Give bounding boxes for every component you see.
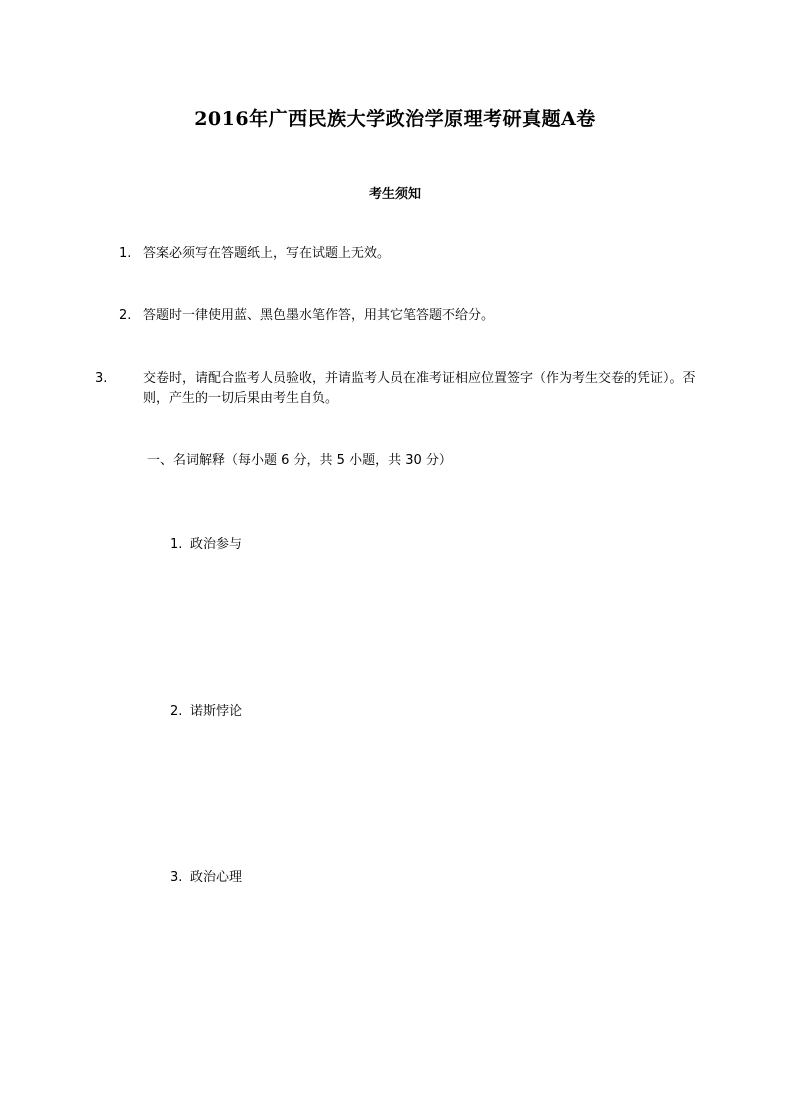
notice-item-text: 答题时一律使用蓝、黑色墨水笔作答，用其它笔答题不给分。: [143, 308, 495, 323]
notice-item-3: [95, 369, 703, 409]
question-text: 诺斯悖论: [190, 704, 243, 719]
question-number: 3.: [170, 870, 183, 885]
notice-item-text: 答案必须写在答题纸上，写在试题上无效。: [143, 246, 391, 261]
section-heading: 一、名词解释（每小题 6 分，共 5 小题，共 30 分）: [147, 453, 452, 468]
notice-item-number: 2.: [119, 308, 132, 323]
page-title: 2016年广西民族大学政治学原理考研真题A卷: [194, 108, 596, 130]
question-1: [170, 535, 242, 555]
question-number: 2.: [170, 704, 183, 719]
notice-item-number: 3.: [95, 371, 108, 386]
notice-heading: 考生须知: [368, 187, 421, 202]
question-3: [170, 868, 242, 888]
notice-item-text: 交卷时，请配合监考人员验收，并请监考人员在准考证相应位置签字（作为考生交卷的凭证）。否则，产生的一切后果由考生自负。: [143, 371, 696, 406]
notice-item-number: 1.: [119, 246, 132, 261]
notice-item-2: [119, 306, 494, 326]
notice-item-1: [119, 244, 390, 264]
question-2: [170, 702, 242, 722]
question-text: 政治心理: [190, 870, 243, 885]
question-text: 政治参与: [190, 537, 243, 552]
question-number: 1.: [170, 537, 183, 552]
